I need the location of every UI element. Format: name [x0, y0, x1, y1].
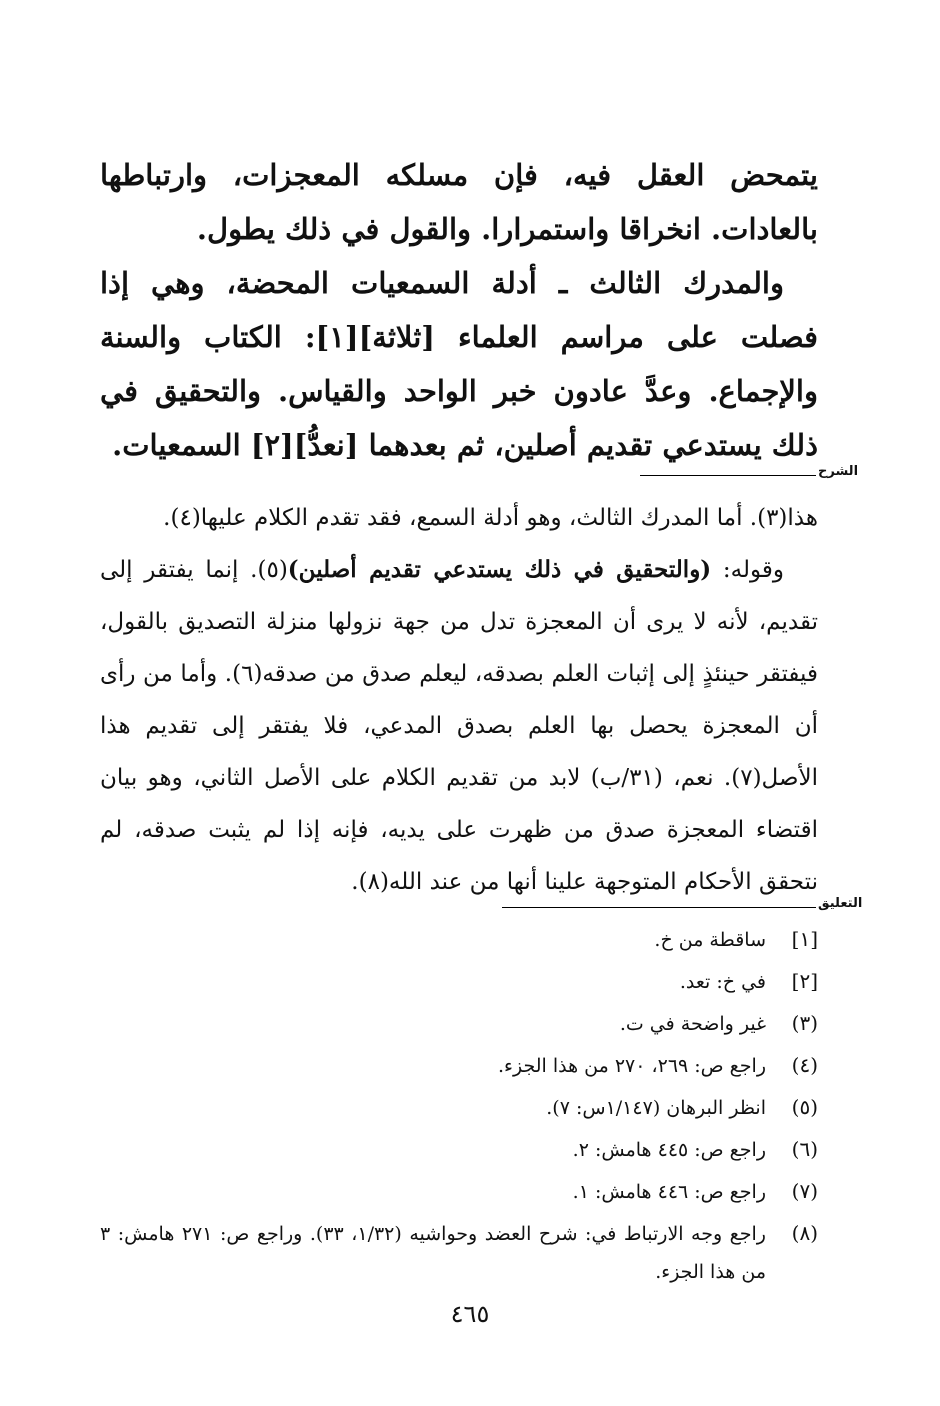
footnote-text: راجع ص: ٤٤٥ هامش: ٢.	[572, 1139, 766, 1161]
footnote-number: (٥)	[791, 1095, 818, 1119]
commentary-text	[100, 492, 818, 908]
footnote	[100, 1170, 818, 1212]
notes-label: التعليق	[818, 896, 863, 911]
footnote-number: (٦)	[791, 1137, 818, 1161]
footnote-text: غير واضحة في ت.	[619, 1013, 766, 1035]
commentary-rest: (٥). إنما يفتقر إلى تقديم، لأنه لا يرى أن المعجزة تدل من جهة نزولها منزلة التصديق بالقول، فيفتقر حينئذٍ إلى إثبات العلم بصدقه، ليعلم صدق من صدقه(٦). وأما من رأى أن المعجزة يحصل بها العلم بصدق المدعي، فلا يفتقر إلى تقديم هذا الأصل(٧). نعم، (٣١/ب) لابد من تقديم الكلام على الأصل الثاني، وهو بيان اقتضاء المعجزة صدق من ظهرت على يديه، فإنه إذا لم يثبت صدقه، لم نتحقق الأحكام المتوجهة علينا أنها من عند الله(٨).	[100, 557, 819, 895]
commentary-label: الشرح	[818, 464, 859, 479]
footnote-number: [٢]	[791, 969, 818, 993]
commentary-paragraph-2	[100, 544, 818, 908]
footnote-text: ساقطة من خ.	[654, 929, 766, 951]
main-paragraph-2: والمدرك الثالث ـ أدلة السمعيات المحضة، وهي إذا فصلت على مراسم العلماء [ثلاثة][١]: الكتاب والسنة والإجماع. وعدَّ عادون خبر الواحد والقياس. والتحقيق في ذلك يستدعي تقديم أصلين، ثم بعدهما [نعدُّ][٢] السمعيات.	[100, 266, 819, 462]
footnote-text: راجع ص: ٤٤٦ هامش: ١.	[572, 1181, 766, 1203]
commentary-paragraph-1: هذا(٣). أما المدرك الثالث، وهو أدلة السمع، فقد تقدم الكلام عليها(٤).	[163, 505, 818, 531]
footnote-number: (٣)	[791, 1011, 818, 1035]
main-text	[100, 148, 818, 472]
footnote	[100, 1128, 818, 1170]
commentary-lead: وقوله:	[711, 557, 784, 583]
footnote	[100, 1086, 818, 1128]
footnote	[100, 1212, 818, 1291]
footnote	[100, 960, 818, 1002]
notes-divider	[502, 907, 816, 908]
footnote-number: (٨)	[791, 1221, 818, 1245]
commentary-quote: (والتحقيق في ذلك يستدعي تقديم أصلين)	[287, 556, 712, 583]
footnote-number: (٤)	[791, 1053, 818, 1077]
commentary-divider	[640, 475, 816, 476]
footnotes	[100, 918, 818, 1291]
footnote-text: راجع ص: ٢٦٩، ٢٧٠ من هذا الجزء.	[497, 1055, 766, 1077]
main-paragraph-1: يتمحض العقل فيه، فإن مسلكه المعجزات، وارتباطها بالعادات. انخراقا واستمرارا. والقول في ذلك يطول.	[100, 158, 818, 246]
footnote-number: [١]	[791, 927, 818, 951]
footnote-number: (٧)	[791, 1179, 818, 1203]
footnote	[100, 1044, 818, 1086]
footnote-text: راجع وجه الارتباط في: شرح العضد وحواشيه (١/٣٢، ٣٣). وراجع ص: ٢٧١ هامش: ٣ من هذا الجزء.	[100, 1223, 766, 1283]
page-number: ٤٦٥	[450, 1300, 490, 1328]
footnote	[100, 918, 818, 960]
footnote	[100, 1002, 818, 1044]
footnote-text: انظر البرهان (١/١٤٧س: ٧).	[546, 1097, 766, 1119]
footnote-text: في خ: تعد.	[679, 971, 766, 993]
